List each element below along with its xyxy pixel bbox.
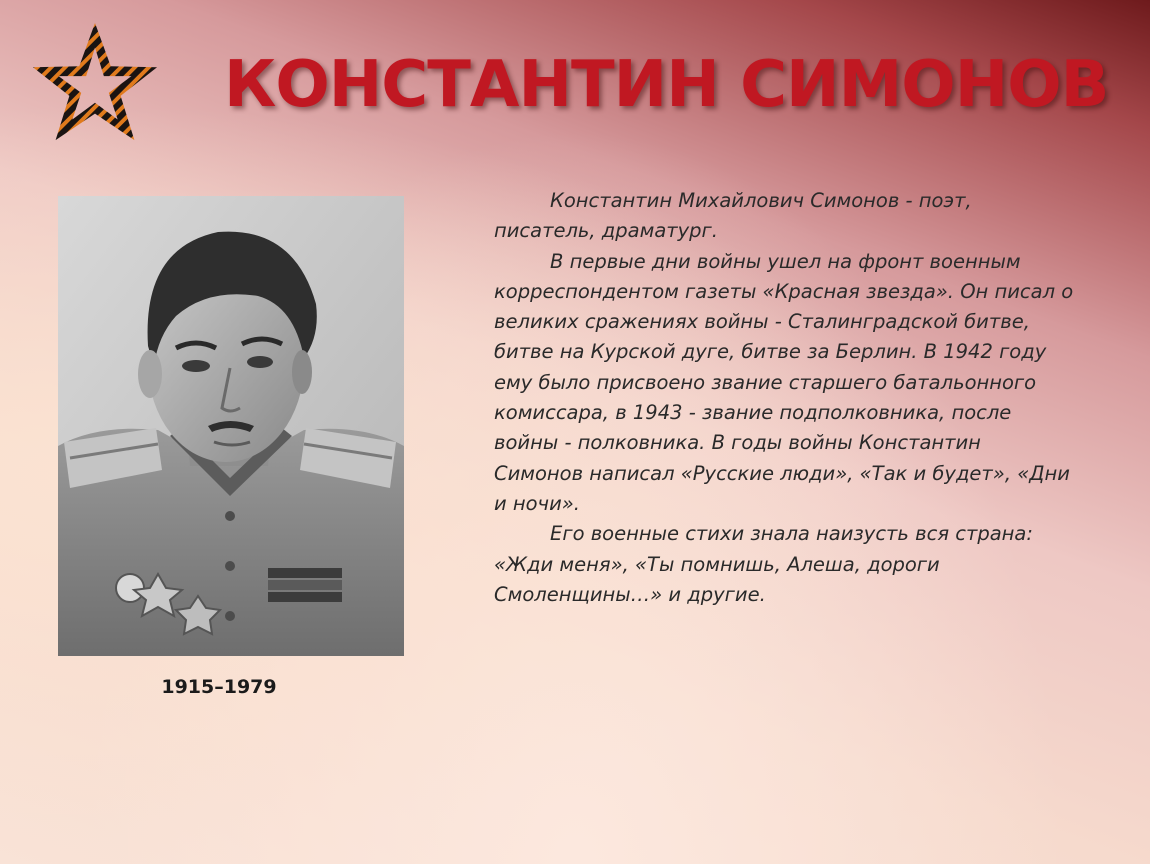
portrait-photo <box>58 196 404 656</box>
ribbon-star-icon <box>26 20 164 152</box>
bio-paragraph: Константин Михайлович Симонов - поэт, писатель, драматург. <box>494 189 972 243</box>
page-title: КОНСТАНТИН СИМОНОВ <box>224 48 1109 122</box>
bio-paragraph: Его военные стихи знала наизусть вся страна: «Жди меня», «Ты помнишь, Алеша, дороги Смоленщины…» и другие. <box>494 522 1033 606</box>
life-years: 1915–1979 <box>161 676 277 698</box>
biography-text <box>494 186 1074 610</box>
bio-paragraph: В первые дни войны ушел на фронт военным корреспондентом газеты «Красная звезда». Он писал о великих сражениях войны - Сталинградской битве, битве на Курской дуге, битве за Берлин. В 1942 году ему было присвоено звание старшего батальонного комиссара, в 1943 - звание подполковника, после войны - полковника. В годы войны Константин Симонов написал «Русские люди», «Так и будет», «Дни и ночи». <box>494 249 1074 515</box>
